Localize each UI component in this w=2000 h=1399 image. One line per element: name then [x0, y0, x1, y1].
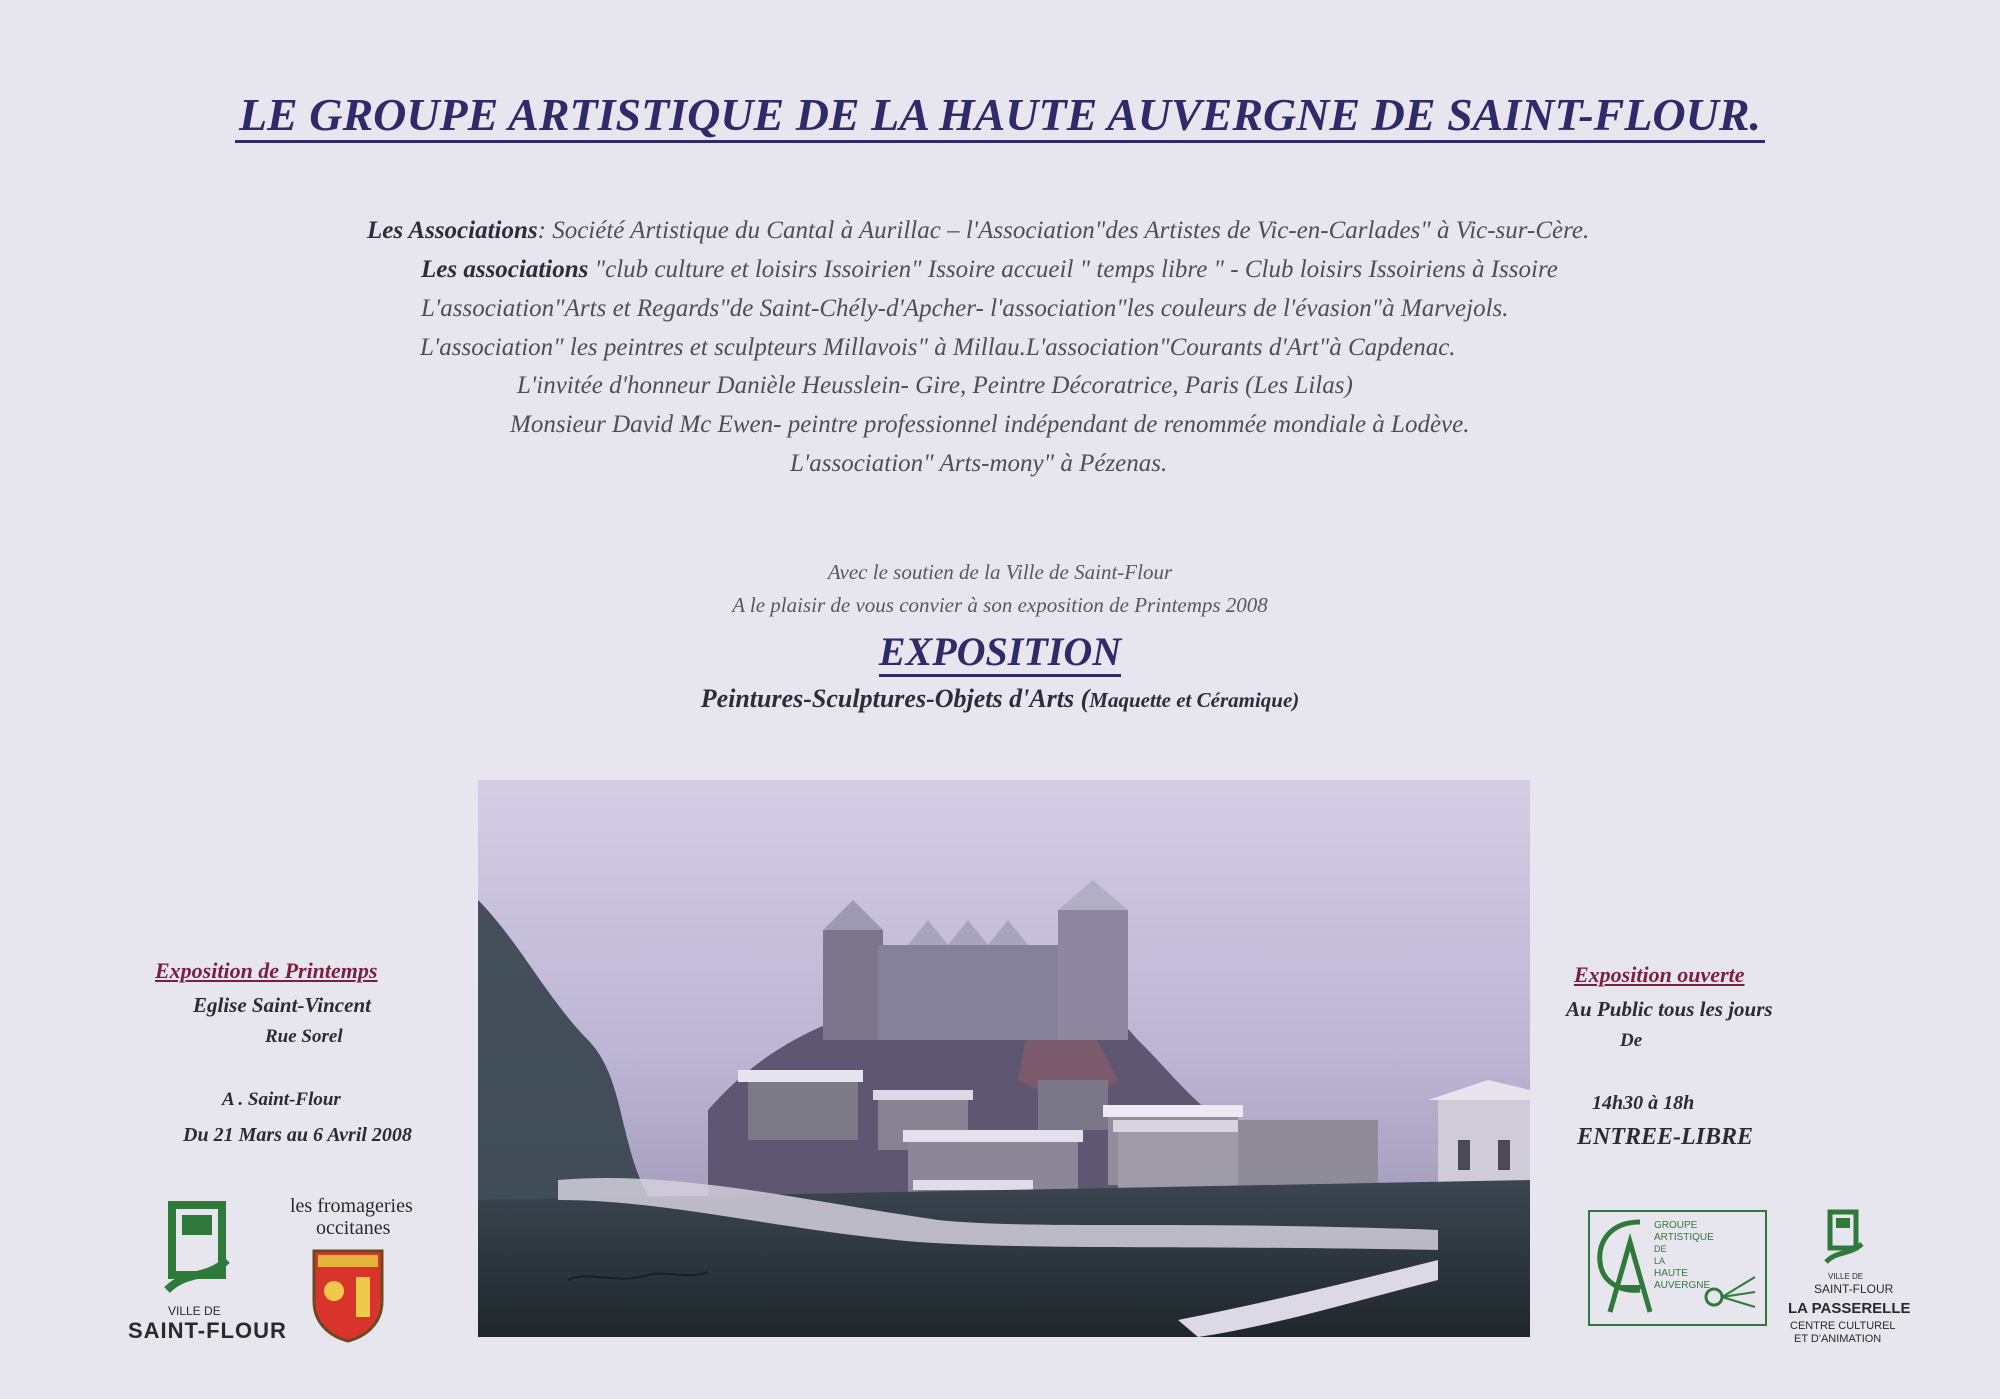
- association-line-3: L'association"Arts et Regards"de Saint-Chély-d'Apcher- l'association"les couleurs de l'évasion"à Marvejols.: [421, 295, 1509, 322]
- passerelle-sub-1: CENTRE CULTUREL: [1790, 1320, 1896, 1332]
- entry-free: ENTREE-LIBRE: [1577, 1124, 1754, 1150]
- gaha-text-4: LA: [1654, 1256, 1666, 1266]
- ville-label: VILLE DE: [168, 1304, 221, 1318]
- opening-days: Au Public tous les jours: [1566, 997, 1773, 1021]
- occitan-shield-icon: [310, 1247, 386, 1343]
- right-info-heading: Exposition ouverte: [1574, 962, 1745, 987]
- city: A . Saint-Flour: [222, 1089, 341, 1110]
- exposition-title: EXPOSITION: [0, 628, 2000, 675]
- support-line: Avec le soutien de la Ville de Saint-Flour: [827, 560, 1173, 584]
- exposition-subtitle: Peintures-Sculptures-Objets d'Arts (Maquette et Céramique): [700, 684, 1300, 713]
- association-line-7: L'association" Arts-mony" à Pézenas.: [790, 450, 1168, 477]
- gaha-text-6: AUVERGNE: [1654, 1280, 1711, 1291]
- opening-hours: 14h30 à 18h: [1592, 1092, 1695, 1114]
- fromageries-line-2: occitanes: [316, 1217, 391, 1239]
- passerelle-city: SAINT-FLOUR: [1814, 1282, 1894, 1296]
- passerelle-sub-2: ET D'ANIMATION: [1794, 1333, 1882, 1345]
- gaha-brush-icon: [1700, 1267, 1760, 1317]
- castle-painting: [478, 780, 1530, 1337]
- association-line-2: Les associations "club culture et loisirs Issoirien" Issoire accueil " temps libre " - Club loisirs Issoiriens à Issoire: [421, 256, 1558, 283]
- association-line-6: Monsieur David Mc Ewen- peintre professionnel indépendant de renommée mondiale à Lodève.: [510, 411, 1470, 438]
- gaha-text-2: ARTISTIQUE: [1654, 1232, 1714, 1243]
- castle-painting-image: [478, 780, 1530, 1337]
- fromageries-logo: [288, 1195, 418, 1345]
- ville-saint-flour-logo: [128, 1200, 287, 1345]
- left-info-heading: Exposition de Printemps: [155, 958, 378, 983]
- gaha-logo: [1588, 1210, 1767, 1326]
- street: Rue Sorel: [265, 1026, 343, 1047]
- association-line-1: Les Associations: Société Artistique du Cantal à Aurillac – l'Association"des Artistes de Vic-en-Carlades" à Vic-sur-Cère.: [367, 217, 1590, 244]
- la-passerelle-logo: [1780, 1208, 1911, 1348]
- association-line-5: L'invitée d'honneur Danièle Heusslein- Gire, Peintre Décoratrice, Paris (Les Lilas): [517, 372, 1353, 399]
- gaha-text-1: GROUPE: [1654, 1220, 1698, 1231]
- page-title: LE GROUPE ARTISTIQUE DE LA HAUTE AUVERGNE DE SAINT-FLOUR.: [0, 88, 2000, 141]
- invitation-line: A le plaisir de vous convier à son exposition de Printemps 2008: [732, 593, 1268, 617]
- fromageries-line-1: les fromageries: [290, 1195, 413, 1217]
- association-line-4: L'association" les peintres et sculpteurs Millavois" à Millau.L'association"Courants d'Art"à Capdenac.: [420, 334, 1456, 361]
- passerelle-name: LA PASSERELLE: [1788, 1300, 1911, 1317]
- gaha-monogram-icon: [1590, 1212, 1660, 1322]
- dates: Du 21 Mars au 6 Avril 2008: [183, 1124, 412, 1146]
- saint-flour-emblem-icon: [162, 1200, 232, 1300]
- gaha-text-3: DE: [1654, 1244, 1667, 1254]
- ville-name: SAINT-FLOUR: [128, 1318, 287, 1343]
- passerelle-emblem-icon: [1824, 1208, 1864, 1268]
- passerelle-ville-label: VILLE DE: [1828, 1272, 1864, 1281]
- venue: Eglise Saint-Vincent: [193, 993, 371, 1017]
- opening-from: De: [1620, 1030, 1643, 1051]
- gaha-text-5: HAUTE: [1654, 1268, 1688, 1279]
